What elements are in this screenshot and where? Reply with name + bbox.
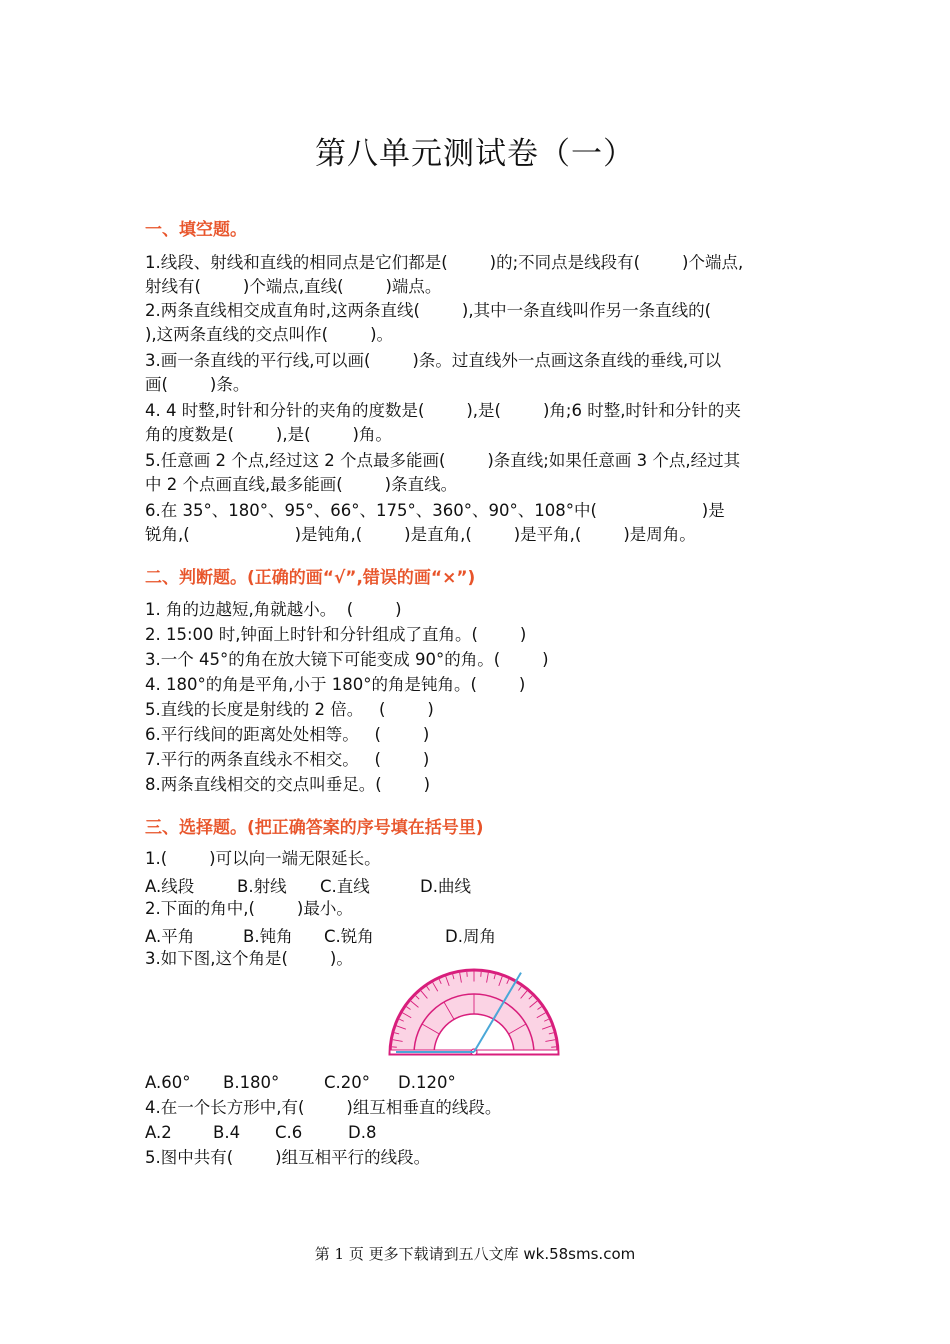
q1-option-a: A.线段: [145, 877, 195, 896]
q1-option-b: B.射线: [237, 877, 287, 896]
s2-line: 6.平行线间的距离处处相等。 ( ): [145, 725, 430, 744]
section-heading-true-false: 二、判断题。(正确的画“√”,错误的画“×”): [145, 568, 476, 588]
question-1: 1.( )可以向一端无限延长。: [145, 849, 381, 868]
s2-line: 7.平行的两条直线永不相交。 ( ): [145, 750, 430, 769]
s1-line: 6.在 35°、180°、95°、66°、175°、360°、90°、108°中( )是: [145, 501, 725, 520]
q4-option-b: B.4: [213, 1123, 241, 1142]
footer-text: 第 1 页 更多下载请到五八文库: [314, 1245, 519, 1263]
section-heading-fill-in: 一、填空题。: [145, 220, 247, 240]
q3-option-a: A.60°: [145, 1073, 191, 1092]
q2-option-d: D.周角: [445, 927, 496, 946]
page-title: 第八单元测试卷（一）: [315, 136, 635, 172]
q3-option-b: B.180°: [223, 1073, 280, 1092]
s1-line: 5.任意画 2 个点,经过这 2 个点最多能画( )条直线;如果任意画 3 个点,经过其: [145, 451, 741, 470]
s2-line: 3.一个 45°的角在放大镜下可能变成 90°的角。( ): [145, 650, 549, 669]
s1-line: 1.线段、射线和直线的相同点是它们都是( )的;不同点是线段有( )个端点,: [145, 253, 744, 272]
s2-line: 4. 180°的角是平角,小于 180°的角是钝角。( ): [145, 675, 526, 694]
question-2: 2.下面的角中,( )最小。: [145, 899, 353, 918]
s1-line: 角的度数是( ),是( )角。: [145, 425, 392, 444]
q3-option-c: C.20°: [324, 1073, 371, 1092]
s2-line: 1. 角的边越短,角就越小。 ( ): [145, 600, 402, 619]
s2-line: 8.两条直线相交的交点叫垂足。( ): [145, 775, 431, 794]
q1-option-d: D.曲线: [420, 877, 471, 896]
q3-option-d: D.120°: [398, 1073, 456, 1092]
footer-site-link: wk.58sms.com: [518, 1245, 636, 1263]
s1-line: 射线有( )个端点,直线( )端点。: [145, 277, 442, 296]
s1-line: 3.画一条直线的平行线,可以画( )条。过直线外一点画这条直线的垂线,可以: [145, 351, 722, 370]
question-3: 3.如下图,这个角是( )。: [145, 949, 353, 968]
s1-line: 2.两条直线相交成直角时,这两条直线( ),其中一条直线叫作另一条直线的(: [145, 301, 712, 320]
q2-option-a: A.平角: [145, 927, 195, 946]
question-5: 5.图中共有( )组互相平行的线段。: [145, 1148, 431, 1167]
q2-option-c: C.锐角: [324, 927, 374, 946]
q4-option-d: D.8: [348, 1123, 377, 1142]
protractor-figure: [384, 968, 564, 1058]
s1-line: 中 2 个点画直线,最多能画( )条直线。: [145, 475, 458, 494]
s1-line: 锐角,( )是钝角,( )是直角,( )是平角,( )是周角。: [145, 525, 696, 544]
s1-line: ),这两条直线的交点叫作( )。: [145, 325, 394, 344]
q4-option-a: A.2: [145, 1123, 172, 1142]
section-heading-multiple-choice: 三、选择题。(把正确答案的序号填在括号里): [145, 818, 484, 838]
q4-option-c: C.6: [275, 1123, 303, 1142]
page-footer: [0, 1243, 950, 1264]
question-4: 4.在一个长方形中,有( )组互相垂直的线段。: [145, 1098, 502, 1117]
q2-option-b: B.钝角: [243, 927, 293, 946]
s2-line: 5.直线的长度是射线的 2 倍。 ( ): [145, 700, 434, 719]
s1-line: 4. 4 时整,时针和分针的夹角的度数是( ),是( )角;6 时整,时针和分针的夹: [145, 401, 741, 420]
s2-line: 2. 15:00 时,钟面上时针和分针组成了直角。( ): [145, 625, 527, 644]
s1-line: 画( )条。: [145, 375, 250, 394]
q1-option-c: C.直线: [320, 877, 370, 896]
